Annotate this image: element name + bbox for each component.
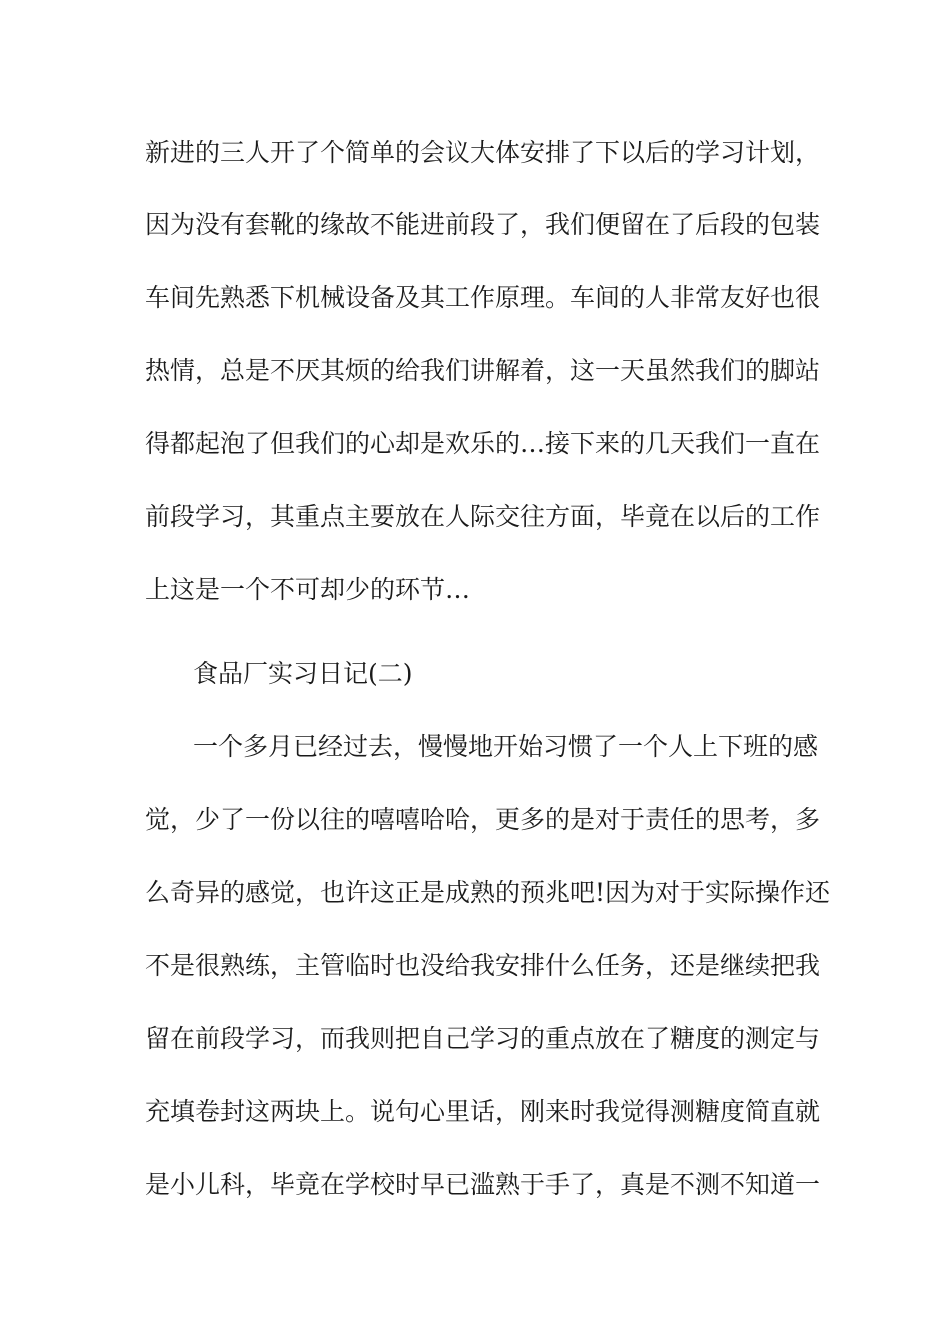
paragraph-1-line-3: 车间先熟悉下机械设备及其工作原理。车间的人非常友好也很	[145, 283, 821, 312]
paragraph-2-line-1: 一个多月已经过去，慢慢地开始习惯了一个人上下班的感	[193, 732, 819, 761]
paragraph-1-line-2: 因为没有套靴的缘故不能进前段了，我们便留在了后段的包装	[145, 210, 821, 239]
paragraph-1-line-1: 新进的三人开了个简单的会议大体安排了下以后的学习计划，	[145, 138, 821, 167]
paragraph-2-line-7: 是小儿科，毕竟在学校时早已滥熟于手了，真是不测不知道一	[145, 1170, 821, 1199]
paragraph-1-line-7: 上这是一个不可却少的环节…	[145, 575, 471, 604]
paragraph-1-line-4: 热情，总是不厌其烦的给我们讲解着，这一天虽然我们的脚站	[145, 356, 821, 385]
paragraph-2-line-2: 觉，少了一份以往的嘻嘻哈哈，更多的是对于责任的思考，多	[145, 805, 821, 834]
paragraph-2-line-6: 充填卷封这两块上。说句心里话，刚来时我觉得测糖度简直就	[145, 1097, 821, 1126]
paragraph-2-line-4: 不是很熟练，主管临时也没给我安排什么任务，还是继续把我	[145, 951, 821, 980]
section-title: 食品厂实习日记(二)	[193, 659, 413, 688]
paragraph-2-line-5: 留在前段学习，而我则把自己学习的重点放在了糖度的测定与	[145, 1024, 821, 1053]
paragraph-1-line-5: 得都起泡了但我们的心却是欢乐的…接下来的几天我们一直在	[145, 429, 821, 458]
paragraph-2-line-3: 么奇异的感觉，也许这正是成熟的预兆吧!因为对于实际操作还	[145, 878, 831, 907]
paragraph-1-line-6: 前段学习，其重点主要放在人际交往方面，毕竟在以后的工作	[145, 502, 821, 531]
